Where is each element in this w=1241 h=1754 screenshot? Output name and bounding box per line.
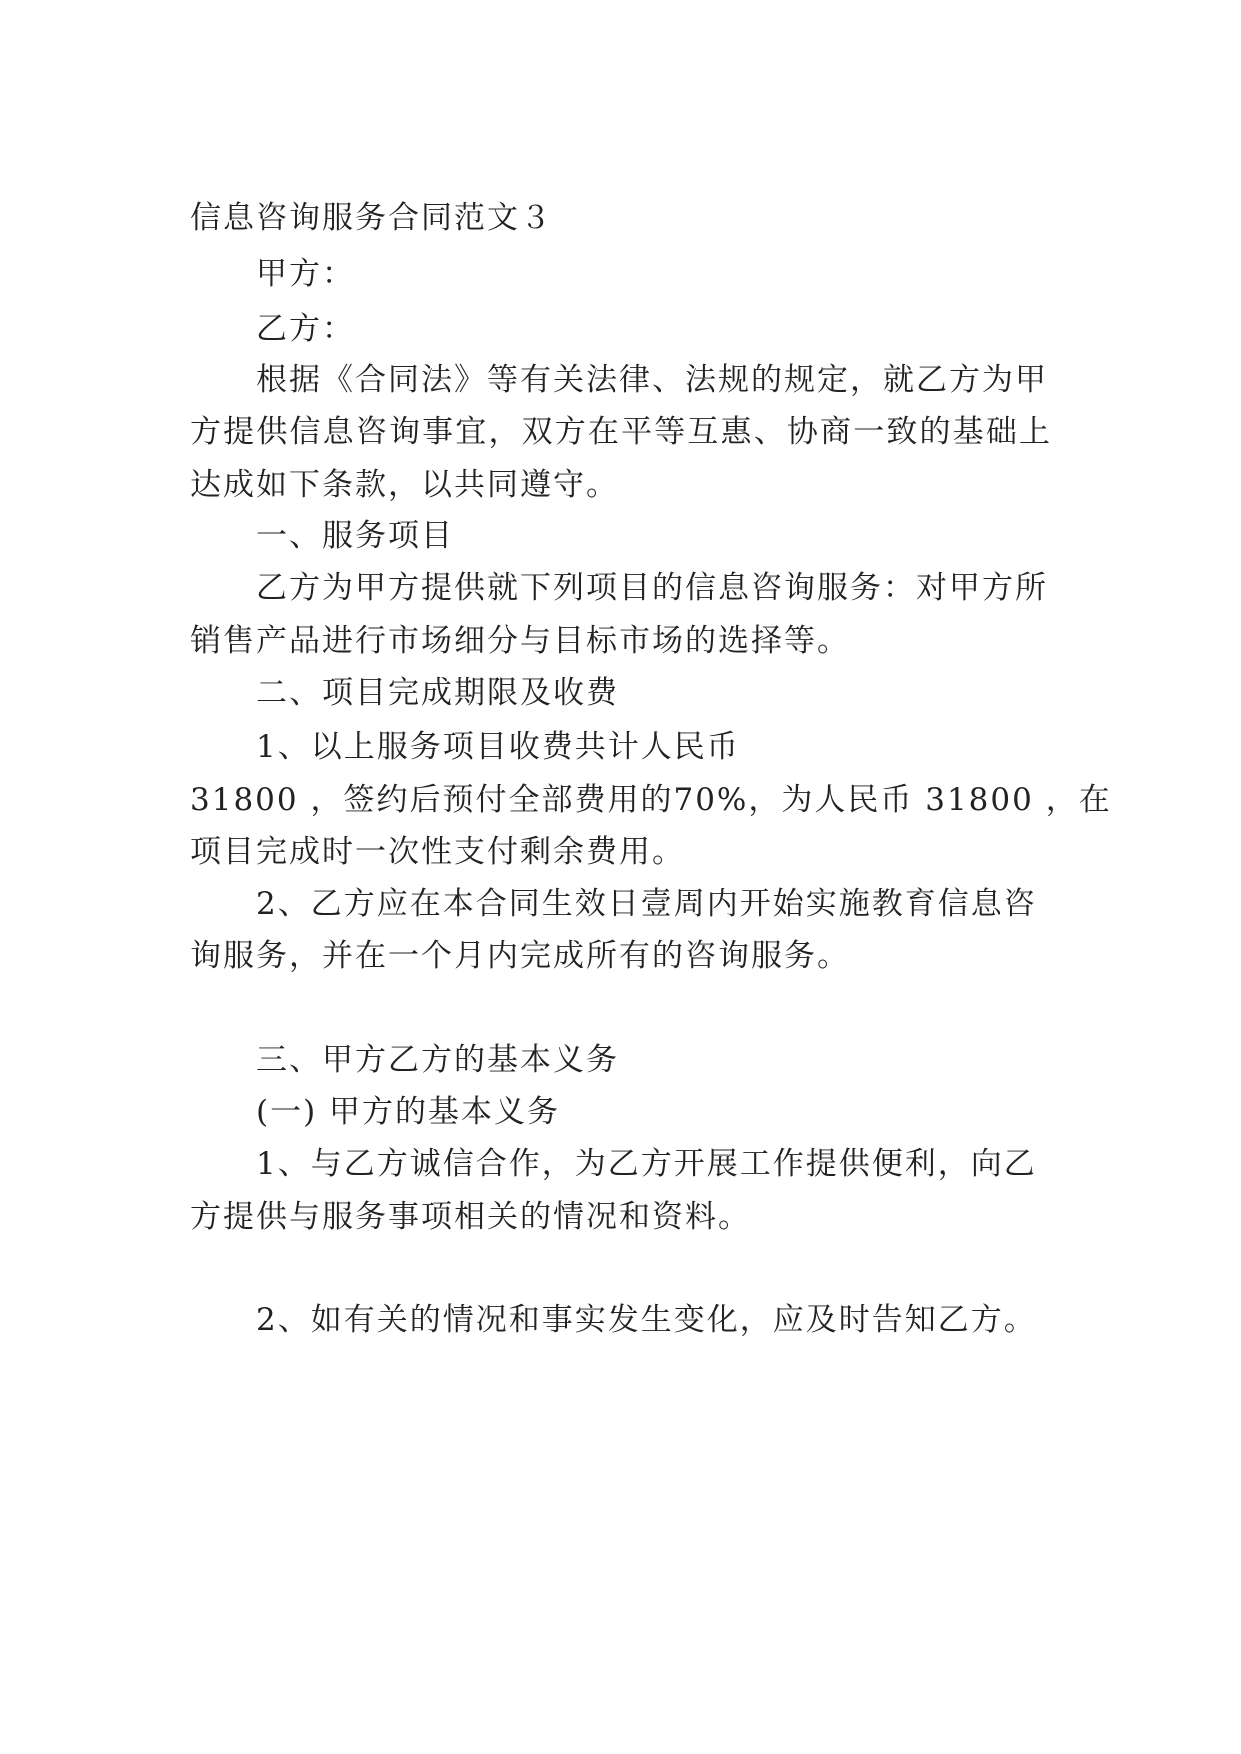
intro-line-3: 达成如下条款，以共同遵守。 — [190, 467, 619, 503]
section3-item2: 2、如有关的情况和事实发生变化，应及时告知乙方。 — [256, 1302, 1037, 1338]
party-a-label: 甲方： — [256, 256, 355, 292]
intro-line-1: 根据《合同法》等有关法律、法规的规定，就乙方为甲 — [256, 362, 1048, 398]
section2-item1-line-3: 项目完成时一次性支付剩余费用。 — [190, 834, 685, 870]
section2-item2-line-1: 2、乙方应在本合同生效日壹周内开始实施教育信息咨 — [256, 886, 1037, 922]
section2-heading: 二、项目完成期限及收费 — [256, 675, 619, 711]
section3-heading: 三、甲方乙方的基本义务 — [256, 1042, 619, 1078]
party-b-label: 乙方： — [256, 311, 355, 347]
section3-subheading-1: (一) 甲方的基本义务 — [256, 1094, 561, 1130]
intro-line-2: 方提供信息咨询事宜，双方在平等互惠、协商一致的基础上 — [190, 414, 1052, 450]
document-title: 信息咨询服务合同范文３ — [190, 200, 553, 236]
section1-heading: 一、服务项目 — [256, 518, 454, 554]
section1-line-2: 销售产品进行市场细分与目标市场的选择等。 — [190, 623, 850, 659]
section3-item1-line-1: 1、与乙方诚信合作，为乙方开展工作提供便利，向乙 — [256, 1146, 1037, 1182]
section1-line-1: 乙方为甲方提供就下列项目的信息咨询服务：对甲方所 — [256, 570, 1048, 606]
section2-item1-line-1: 1、以上服务项目收费共计人民币 — [256, 729, 740, 765]
section3-item1-line-2: 方提供与服务事项相关的情况和资料。 — [190, 1199, 751, 1235]
section2-item2-line-2: 询服务，并在一个月内完成所有的咨询服务。 — [190, 938, 850, 974]
section2-item1-line-2: 31800 ，签约后预付全部费用的70%，为人民币 31800 ，在 — [190, 782, 1112, 818]
